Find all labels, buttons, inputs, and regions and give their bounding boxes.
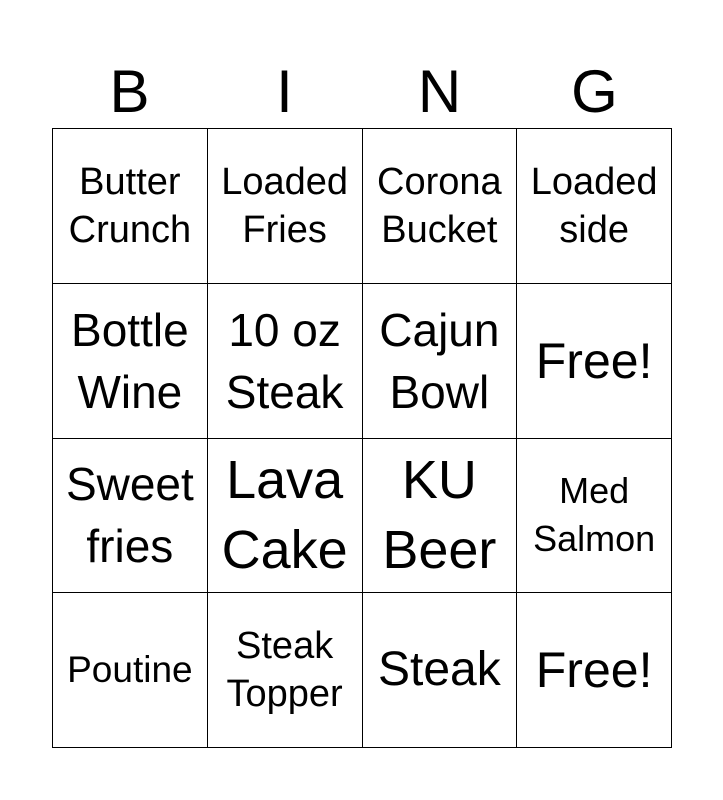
bingo-cell[interactable]: Steak [363,593,518,748]
bingo-cell[interactable]: Corona Bucket [363,129,518,284]
header-letter-b: B [109,58,150,125]
bingo-cell[interactable]: Lava Cake [208,439,363,594]
bingo-cell[interactable]: Poutine [53,593,208,748]
header-letter-i: I [276,58,293,125]
bingo-cell[interactable]: 10 oz Steak [208,284,363,439]
bingo-cell-free[interactable]: Free! [517,593,672,748]
header-letter-g: G [571,58,618,125]
bingo-cell-free[interactable]: Free! [517,284,672,439]
bingo-cell[interactable]: Med Salmon [517,439,672,594]
bingo-cell[interactable]: Steak Topper [208,593,363,748]
bingo-cell[interactable]: Bottle Wine [53,284,208,439]
bingo-cell[interactable]: Butter Crunch [53,129,208,284]
bingo-cell[interactable]: Sweet fries [53,439,208,594]
header-letter-n: N [417,58,462,125]
bingo-cell[interactable]: KU Beer [363,439,518,594]
bingo-cell[interactable]: Cajun Bowl [363,284,518,439]
bingo-cell[interactable]: Loaded side [517,129,672,284]
bingo-board [52,128,672,748]
bingo-header [52,56,672,128]
bingo-cell[interactable]: Loaded Fries [208,129,363,284]
